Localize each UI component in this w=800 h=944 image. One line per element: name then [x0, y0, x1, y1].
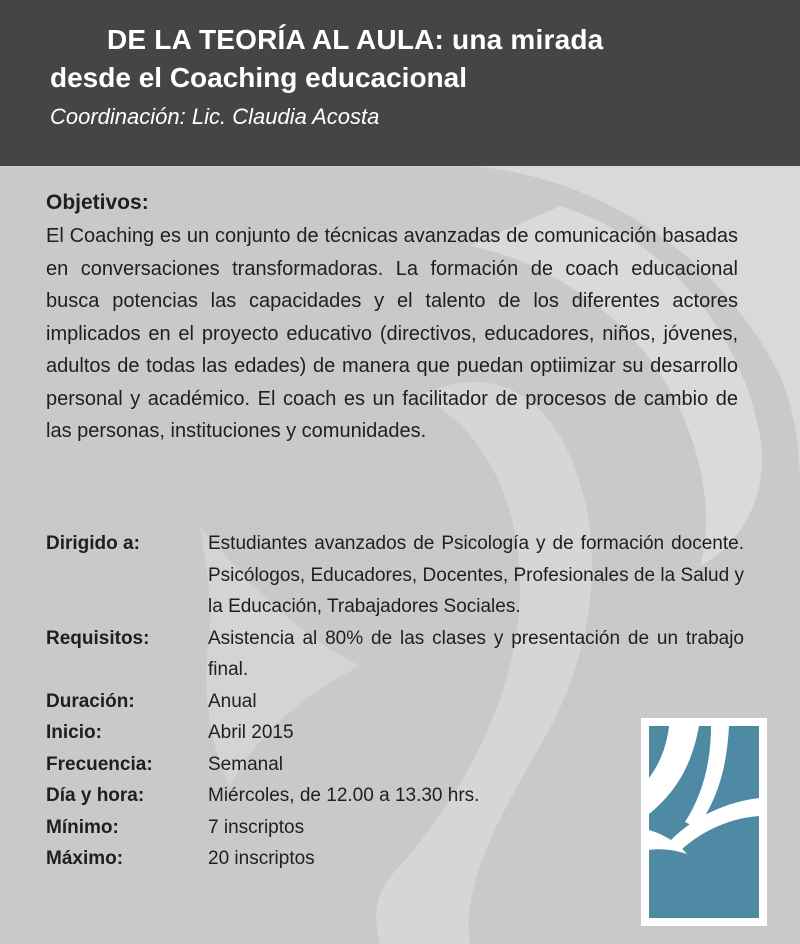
- detail-label: Día y hora:: [46, 785, 145, 806]
- detail-value: Asistencia al 80% de las clases y presentación de un trabajo final.: [208, 627, 744, 680]
- detail-label: Duración:: [46, 690, 135, 712]
- detail-row-requirements: [46, 623, 746, 686]
- detail-label: Inicio:: [46, 722, 102, 743]
- detail-label: Dirigido a:: [46, 533, 140, 554]
- institution-logo-icon: [641, 718, 767, 926]
- detail-value: Anual: [208, 690, 257, 712]
- objectives-heading: Objetivos:: [46, 191, 149, 214]
- detail-label: Frecuencia:: [46, 753, 153, 775]
- header-banner: [0, 0, 800, 166]
- detail-label: Máximo:: [46, 848, 124, 869]
- detail-value: 7 inscriptos: [208, 816, 305, 838]
- detail-label: Mínimo:: [46, 816, 119, 838]
- course-title-line1: DE LA TEORÍA AL AULA: una mirada: [107, 24, 604, 55]
- detail-row-audience: [46, 528, 746, 623]
- detail-value: Abril 2015: [208, 722, 294, 743]
- detail-value: Miércoles, de 12.00 a 13.30 hrs.: [208, 785, 480, 806]
- detail-value: Estudiantes avanzados de Psicología y de formación docente. Psicólogos, Educadores, Docentes, Profesionales de la Salud y la Educación, Trabajadores Sociales.: [208, 533, 744, 617]
- detail-row-duration: [46, 686, 746, 718]
- detail-value: Semanal: [208, 753, 283, 775]
- detail-value: 20 inscriptos: [208, 848, 315, 869]
- detail-label: Requisitos:: [46, 627, 150, 649]
- coordination-line: Coordinación: Lic. Claudia Acosta: [50, 104, 380, 129]
- course-title-line2: desde el Coaching educacional: [50, 62, 468, 93]
- objectives-text: El Coaching es un conjunto de técnicas avanzadas de comunicación basadas en conversaciones transformadoras. La formación de coach educacional busca potencias las capacidades y el talento de los diferentes actores implicados en el proyecto educativo (directivos, educadores, niños, jóvenes, adultos de todas las edades) de manera que puedan optiimizar su desarrollo personal y académico. El coach es un facilitador de procesos de cambio de las personas, instituciones y comunidades.: [46, 225, 738, 442]
- objectives-section: [46, 190, 738, 448]
